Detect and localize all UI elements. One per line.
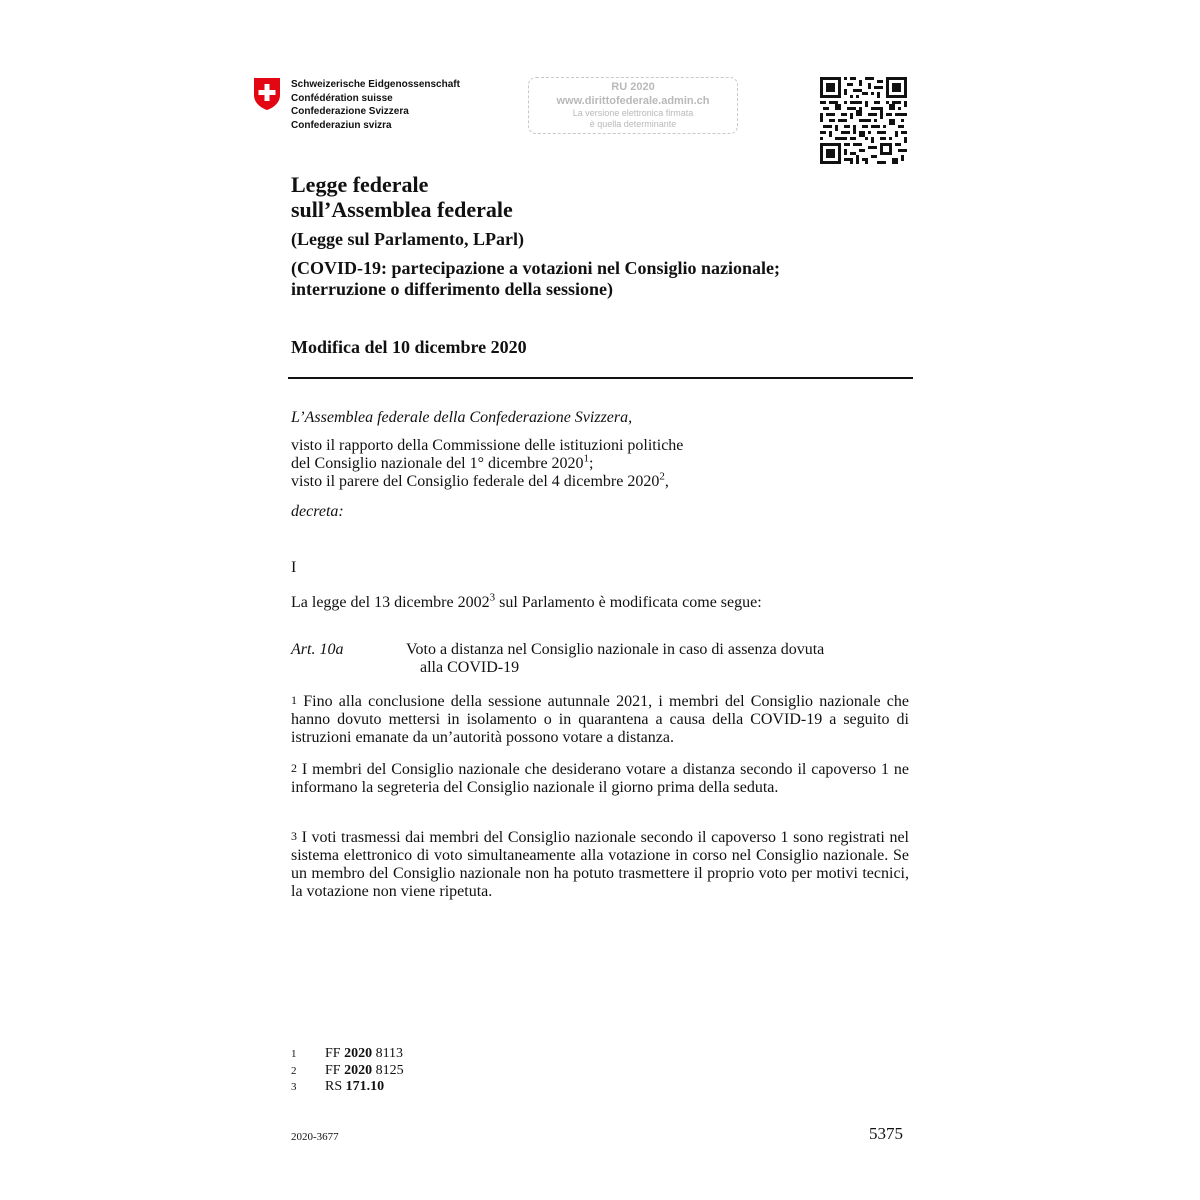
- covid-subtitle-line-2: interruzione o differimento della sessione): [291, 279, 613, 299]
- title-line-1: Legge federale: [291, 172, 429, 197]
- footnote-ref-3[interactable]: 3: [489, 591, 496, 604]
- footnote-prefix: RS: [325, 1079, 346, 1094]
- publication-stamp: [528, 77, 738, 134]
- amendment-date: Modifica del 10 dicembre 2020: [291, 337, 527, 357]
- decreta: decreta:: [291, 503, 344, 520]
- footnote-suffix: 8125: [372, 1062, 404, 1078]
- short-title: (Legge sul Parlamento, LParl): [291, 229, 524, 249]
- footnote-bold: 2020: [344, 1062, 373, 1078]
- footnote-text: [325, 1063, 404, 1080]
- article-paragraph-1: [291, 691, 909, 747]
- footnote-number: 1: [291, 1048, 297, 1060]
- footnote-bold: 2020: [344, 1046, 373, 1061]
- covid-subtitle-line-1: (COVID-19: partecipazione a votazioni nel Consiglio nazionale;: [291, 258, 780, 278]
- footnote-prefix: FF: [325, 1062, 345, 1078]
- confederation-name-it: Confederazione Svizzera: [291, 106, 409, 117]
- article-paragraph-2: [291, 759, 909, 797]
- footnote-text: [325, 1046, 403, 1063]
- paragraph-text: Fino alla conclusione della sessione autunnale 2021, i membri del Consiglio nazionale che hanno dovuto mettersi in isolamento o in quarantena a causa della COVID-19 a seguito di istruzioni emanate da un’autorità possono votare a distanza.: [291, 693, 910, 746]
- footnote-ref-2[interactable]: 2: [659, 470, 665, 483]
- paragraph-number: 2: [291, 761, 297, 775]
- footnote-prefix: FF: [325, 1046, 345, 1061]
- stamp-note-1: La versione elettronica firmata: [572, 108, 694, 118]
- covid-subtitle: [291, 258, 911, 300]
- article-paragraph-3: [291, 827, 909, 901]
- article-label: Art. 10a: [291, 641, 344, 658]
- amendment-intro: [291, 591, 911, 612]
- paragraph-text: I membri del Consiglio nazionale che desiderano votare a distanza secondo il capoverso 1 ne informano la segreteria del Consiglio nazionale il giorno prima della seduta.: [291, 761, 909, 796]
- article-title-line-1: Voto a distanza nel Consiglio nazionale in caso di assenza dovuta: [406, 641, 825, 658]
- footnotes: [291, 1046, 404, 1096]
- visto-line-2-end: ;: [589, 455, 594, 472]
- title-divider: [288, 377, 913, 379]
- document-number: 2020-3677: [291, 1131, 339, 1143]
- stamp-ru: RU 2020: [611, 81, 655, 93]
- confederation-name-rm: Confederaziun svizra: [291, 119, 392, 131]
- preamble-considerations: [291, 437, 911, 491]
- stamp-url: www.dirittofederale.admin.ch: [556, 95, 710, 107]
- paragraph-text: I voti trasmessi dai membri del Consiglio nazionale secondo il capoverso 1 sono registrati nel sistema elettronico di voto simultaneamente alla votazione in corso nel Consiglio nazionale. Se un membro del Consiglio nazionale non ha potuto trasmettere il proprio voto per motivi tecnici, la votazione non viene ripetuta.: [291, 829, 910, 900]
- section-number: I: [291, 559, 297, 576]
- visto-line-2-text: del Consiglio nazionale del 1° dicembre 2020: [291, 455, 584, 472]
- visto-line-3: [291, 470, 911, 491]
- intro-text-end: sul Parlamento è modificata come segue:: [495, 594, 762, 611]
- visto-line-3-text: visto il parere del Consiglio federale del 4 dicembre 2020: [291, 473, 660, 490]
- footnote-bold: 171.10: [345, 1079, 385, 1094]
- visto-line-1: visto il rapporto della Commissione delle istituzioni politiche: [291, 437, 684, 454]
- paragraph-number: 3: [291, 829, 297, 843]
- confederation-name-fr: Confédération suisse: [291, 92, 393, 104]
- swiss-cross-icon: [252, 77, 282, 111]
- footnote-number: 2: [291, 1064, 297, 1077]
- footnote-ref-1[interactable]: 1: [583, 452, 590, 465]
- footnote-number: 3: [291, 1081, 297, 1093]
- title-line-2: sull’Assemblea federale: [291, 197, 513, 222]
- page-number: 5375: [869, 1124, 903, 1143]
- article-title: [406, 641, 906, 677]
- footnote-1: [291, 1046, 404, 1063]
- footnote-3: [291, 1079, 404, 1096]
- confederation-name-de: Schweizerische Eidgenossenschaft: [291, 79, 460, 90]
- preamble-assembly: L’Assemblea federale della Confederazione Svizzera,: [291, 409, 633, 426]
- visto-line-2: [291, 452, 911, 473]
- footnote-2: [291, 1063, 404, 1080]
- stamp-note-2: è quella determinante: [589, 119, 677, 129]
- qr-code-icon: [820, 77, 907, 164]
- document-title: [291, 172, 891, 222]
- confederation-names: [291, 78, 460, 132]
- footnote-suffix: 8113: [372, 1046, 404, 1061]
- paragraph-number: 1: [291, 693, 297, 707]
- intro-text: La legge del 13 dicembre 2002: [291, 594, 490, 611]
- footnote-text: [325, 1079, 384, 1096]
- article-title-line-2: alla COVID-19: [420, 659, 520, 676]
- visto-line-3-end: ,: [664, 473, 669, 490]
